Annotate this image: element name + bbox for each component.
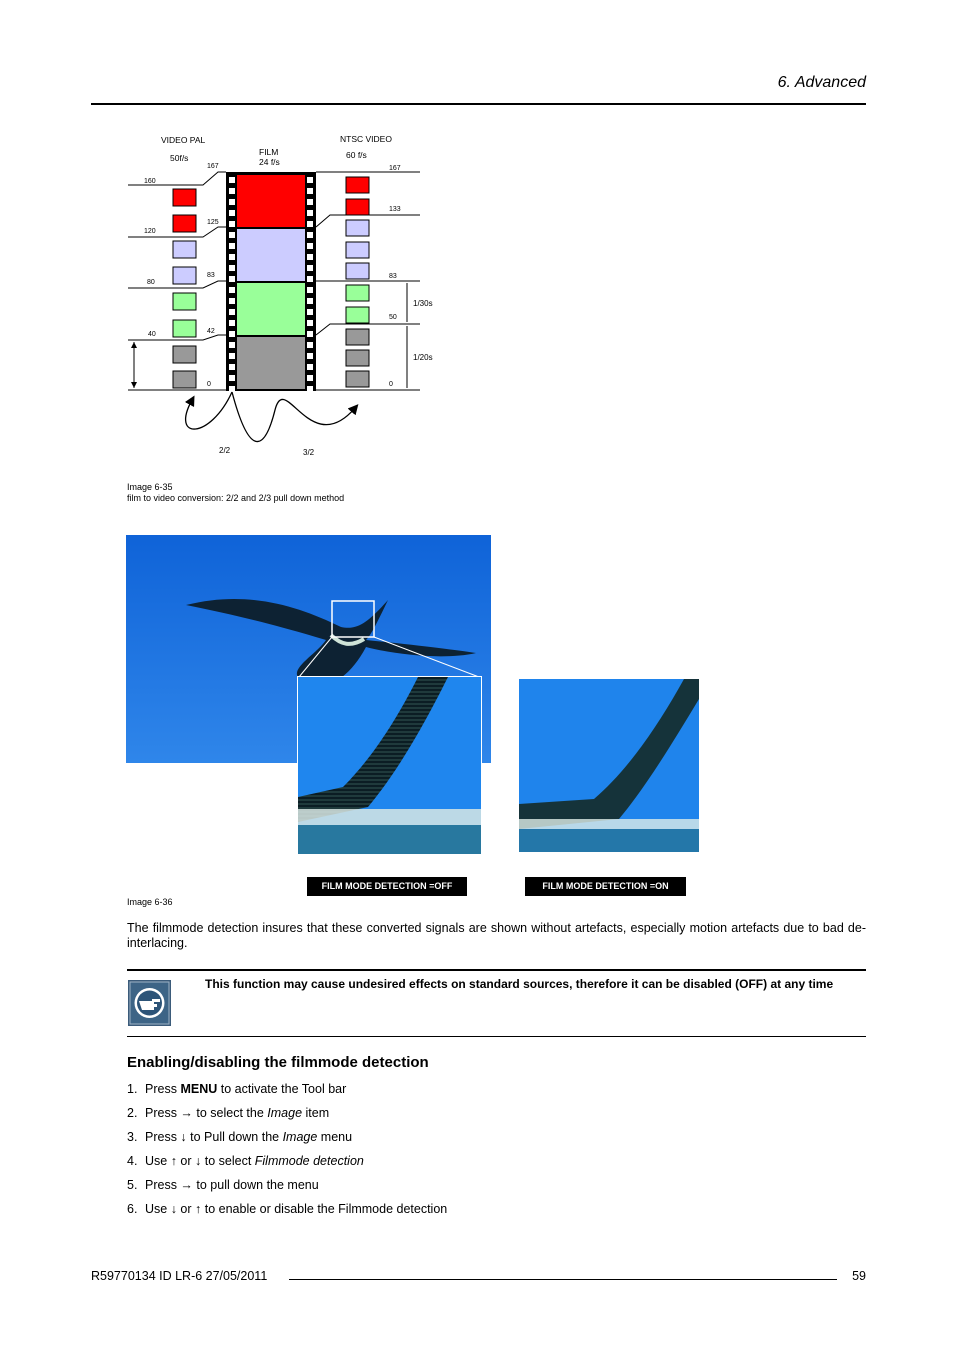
ntsc-field-1 bbox=[346, 177, 369, 193]
pal-tick-80: 80 bbox=[147, 279, 155, 286]
figure1-caption-text: film to video conversion: 2/2 and 2/3 pull down method bbox=[127, 493, 345, 503]
step-item: 6. Use ↓ or ↑ to enable or disable the Filmmode detection bbox=[127, 1202, 448, 1216]
pal-field-5 bbox=[173, 293, 196, 310]
body-paragraph: The filmmode detection insures that these converted signals are shown without artefacts, especially motion artefacts due to bad de-interlacing. bbox=[127, 921, 866, 950]
ntsc-field-2 bbox=[346, 199, 369, 215]
section-title: Enabling/disabling the filmmode detection bbox=[127, 1054, 429, 1071]
zoom-off-image bbox=[297, 676, 482, 855]
note-bottom-rule bbox=[127, 1036, 866, 1037]
figure2-caption-id: Image 6-36 bbox=[127, 897, 173, 907]
ntsc-field-3 bbox=[346, 220, 369, 236]
note-text: This function may cause undesired effects on standard sources, therefore it can be disabled (OFF) at any time bbox=[205, 977, 834, 991]
label-pulldown-22: 2/2 bbox=[219, 446, 231, 455]
pal-tick-0: 0 bbox=[207, 381, 211, 388]
ntsc-tick-167: 167 bbox=[389, 165, 401, 172]
film-frame-2 bbox=[237, 229, 305, 281]
pal-tick-40: 40 bbox=[148, 331, 156, 338]
pal-field-8 bbox=[173, 371, 196, 388]
label-pulldown-32: 3/2 bbox=[303, 448, 315, 457]
pointing-hand-icon bbox=[128, 980, 171, 1026]
pal-tick-120: 120 bbox=[144, 228, 156, 235]
step-item: 1. Press MENU to activate the Tool bar bbox=[127, 1082, 347, 1096]
pal-tick-83: 83 bbox=[207, 272, 215, 279]
pulldown-diagram bbox=[0, 0, 954, 480]
figure1-caption-id: Image 6-35 bbox=[127, 482, 173, 492]
badge-filmmode-off: FILM MODE DETECTION =OFF bbox=[307, 877, 467, 896]
film-frame-3 bbox=[237, 283, 305, 335]
pal-tick-125: 125 bbox=[207, 219, 219, 226]
pulldown-arrow-32 bbox=[232, 392, 355, 442]
ntsc-interval-30: 1/30s bbox=[413, 299, 433, 308]
step-item: 4. Use ↑ or ↓ to select Filmmode detection bbox=[127, 1154, 364, 1168]
ntsc-field-7 bbox=[346, 307, 369, 323]
pulldown-arrow-22 bbox=[186, 392, 232, 429]
film-strip bbox=[226, 172, 316, 392]
film-frame-1 bbox=[237, 175, 305, 227]
step-item: 2. Press → to select the Image item bbox=[127, 1106, 330, 1120]
label-film-rate: 24 f/s bbox=[259, 157, 280, 167]
badge-filmmode-on: FILM MODE DETECTION =ON bbox=[525, 877, 686, 896]
ntsc-tick-0: 0 bbox=[389, 381, 393, 388]
step-item: 5. Press → to pull down the menu bbox=[127, 1178, 319, 1192]
ntsc-field-5 bbox=[346, 263, 369, 279]
ntsc-field-9 bbox=[346, 350, 369, 366]
pal-tick-160: 160 bbox=[144, 178, 156, 185]
ntsc-interval-20: 1/20s bbox=[413, 353, 433, 362]
label-ntsc-rate: 60 f/s bbox=[346, 150, 367, 160]
steps-list bbox=[127, 1080, 447, 1224]
pal-tick-167: 167 bbox=[207, 163, 219, 170]
chapter-title: 6. Advanced bbox=[777, 74, 866, 91]
film-frame-4 bbox=[237, 337, 305, 389]
pal-field-6 bbox=[173, 320, 196, 337]
ntsc-field-8 bbox=[346, 329, 369, 345]
label-film: FILM bbox=[259, 147, 279, 157]
pal-field-3 bbox=[173, 241, 196, 258]
ntsc-tick-83: 83 bbox=[389, 273, 397, 280]
ntsc-field-6 bbox=[346, 285, 369, 301]
ntsc-tick-50: 50 bbox=[389, 314, 397, 321]
pal-field-4 bbox=[173, 267, 196, 284]
pal-field-2 bbox=[173, 215, 196, 232]
label-video-pal: VIDEO PAL bbox=[161, 135, 206, 145]
pal-tick-42: 42 bbox=[207, 328, 215, 335]
step-item: 3. Press ↓ to Pull down the Image menu bbox=[127, 1130, 353, 1144]
ntsc-tick-133: 133 bbox=[389, 206, 401, 213]
pal-field-7 bbox=[173, 346, 196, 363]
note-top-rule bbox=[127, 969, 866, 971]
zoom-on-image bbox=[519, 679, 699, 852]
ntsc-field-4 bbox=[346, 242, 369, 258]
footer-rule bbox=[289, 1279, 837, 1280]
page-number: 59 bbox=[852, 1269, 866, 1283]
label-pal-rate: 50f/s bbox=[170, 153, 189, 163]
pal-field-1 bbox=[173, 189, 196, 206]
footer-document-id: R59770134 ID LR-6 27/05/2011 bbox=[91, 1269, 268, 1283]
ntsc-field-10 bbox=[346, 371, 369, 387]
ntsc-fields bbox=[346, 177, 369, 387]
label-ntsc-video: NTSC VIDEO bbox=[340, 134, 392, 144]
